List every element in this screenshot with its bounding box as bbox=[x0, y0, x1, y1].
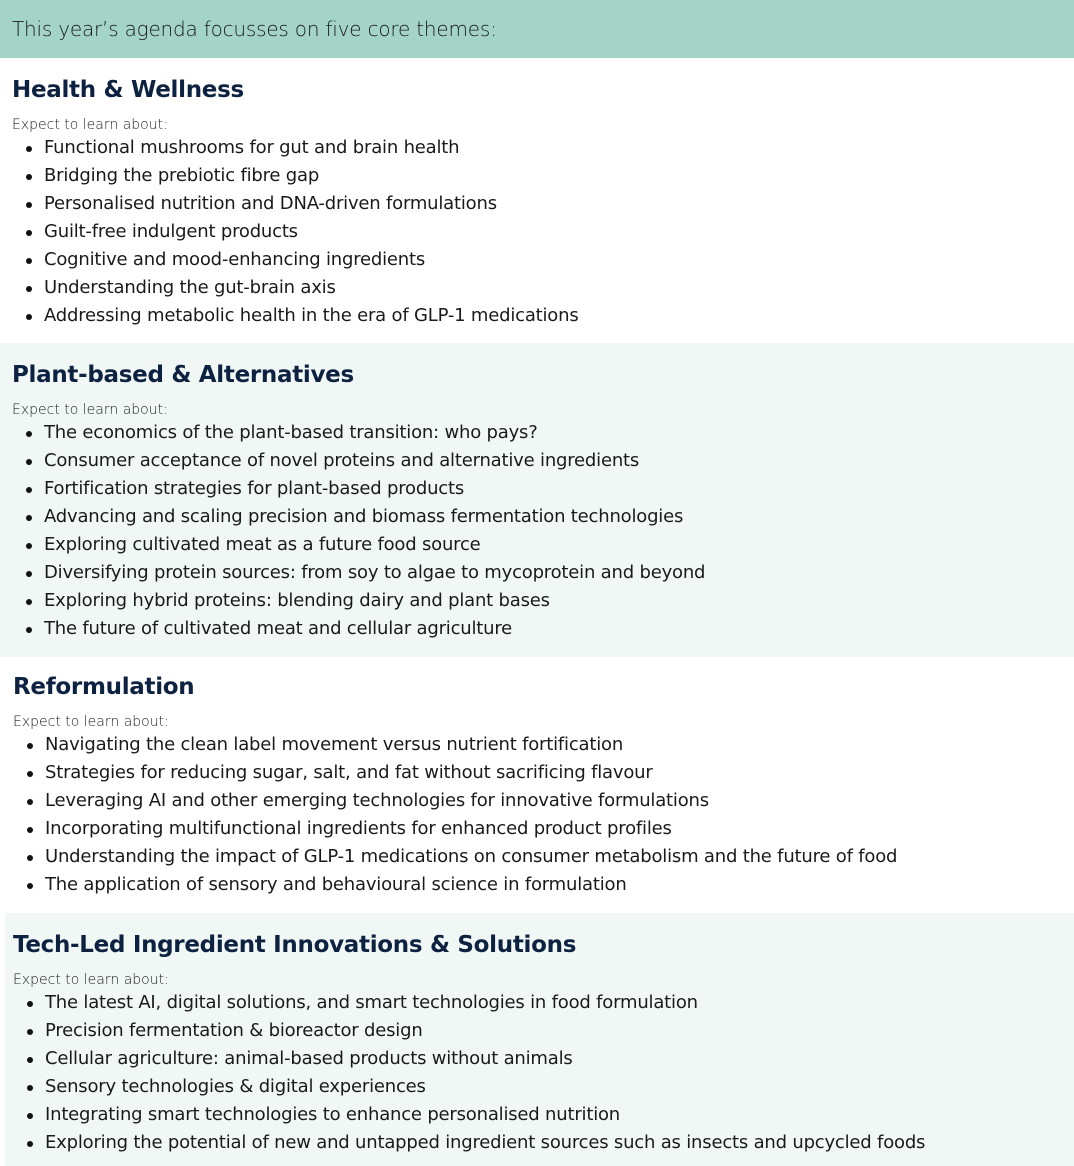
list-item: Consumer acceptance of novel proteins and alternative ingredients bbox=[44, 447, 1074, 475]
theme-title: Health & Wellness bbox=[12, 77, 244, 103]
theme-intro: Expect to learn about: bbox=[13, 972, 169, 988]
list-item: The application of sensory and behavioural science in formulation bbox=[45, 871, 1074, 899]
list-item: Diversifying protein sources: from soy to algae to mycoprotein and beyond bbox=[44, 559, 1074, 587]
list-item: Exploring the potential of new and untapped ingredient sources such as insects and upcycled foods bbox=[45, 1129, 1074, 1157]
list-item: Bridging the prebiotic fibre gap bbox=[44, 162, 1074, 190]
list-item: Navigating the clean label movement versus nutrient fortification bbox=[45, 731, 1074, 759]
list-item: Advancing and scaling precision and biomass fermentation technologies bbox=[44, 503, 1074, 531]
list-item: Addressing metabolic health in the era of GLP-1 medications bbox=[44, 302, 1074, 330]
theme-intro: Expect to learn about: bbox=[13, 714, 169, 730]
list-item: Integrating smart technologies to enhance personalised nutrition bbox=[45, 1101, 1074, 1129]
list-item: Cellular agriculture: animal-based products without animals bbox=[45, 1045, 1074, 1073]
theme-title: Tech-Led Ingredient Innovations & Solutions bbox=[13, 932, 577, 958]
list-item: Precision fermentation & bioreactor design bbox=[45, 1017, 1074, 1045]
theme-list bbox=[13, 989, 1074, 1157]
list-item: The latest AI, digital solutions, and smart technologies in food formulation bbox=[45, 989, 1074, 1017]
list-item: Fortification strategies for plant-based products bbox=[44, 475, 1074, 503]
list-item: The economics of the plant-based transition: who pays? bbox=[44, 419, 1074, 447]
theme-intro: Expect to learn about: bbox=[12, 402, 168, 418]
theme-section bbox=[0, 657, 1074, 913]
theme-section bbox=[0, 58, 1074, 343]
list-item: Understanding the impact of GLP-1 medications on consumer metabolism and the future of food bbox=[45, 843, 1074, 871]
list-item: Incorporating multifunctional ingredients for enhanced product profiles bbox=[45, 815, 1074, 843]
theme-list bbox=[12, 419, 1074, 643]
list-item: Cognitive and mood-enhancing ingredients bbox=[44, 246, 1074, 274]
list-item: Guilt-free indulgent products bbox=[44, 218, 1074, 246]
list-item: Leveraging AI and other emerging technologies for innovative formulations bbox=[45, 787, 1074, 815]
list-item: Functional mushrooms for gut and brain health bbox=[44, 134, 1074, 162]
list-item: Exploring cultivated meat as a future food source bbox=[44, 531, 1074, 559]
theme-section bbox=[5, 913, 1074, 1166]
list-item: The future of cultivated meat and cellular agriculture bbox=[44, 615, 1074, 643]
list-item: Exploring hybrid proteins: blending dairy and plant bases bbox=[44, 587, 1074, 615]
list-item: Understanding the gut-brain axis bbox=[44, 274, 1074, 302]
list-item: Sensory technologies & digital experiences bbox=[45, 1073, 1074, 1101]
list-item: Personalised nutrition and DNA-driven formulations bbox=[44, 190, 1074, 218]
theme-title: Reformulation bbox=[13, 674, 195, 700]
theme-intro: Expect to learn about: bbox=[12, 117, 168, 133]
theme-title: Plant-based & Alternatives bbox=[12, 362, 354, 388]
theme-list bbox=[12, 134, 1074, 330]
theme-section bbox=[0, 343, 1074, 657]
list-item: Strategies for reducing sugar, salt, and fat without sacrificing flavour bbox=[45, 759, 1074, 787]
agenda-banner: This year’s agenda focusses on five core themes: bbox=[0, 0, 1074, 58]
theme-list bbox=[13, 731, 1074, 899]
